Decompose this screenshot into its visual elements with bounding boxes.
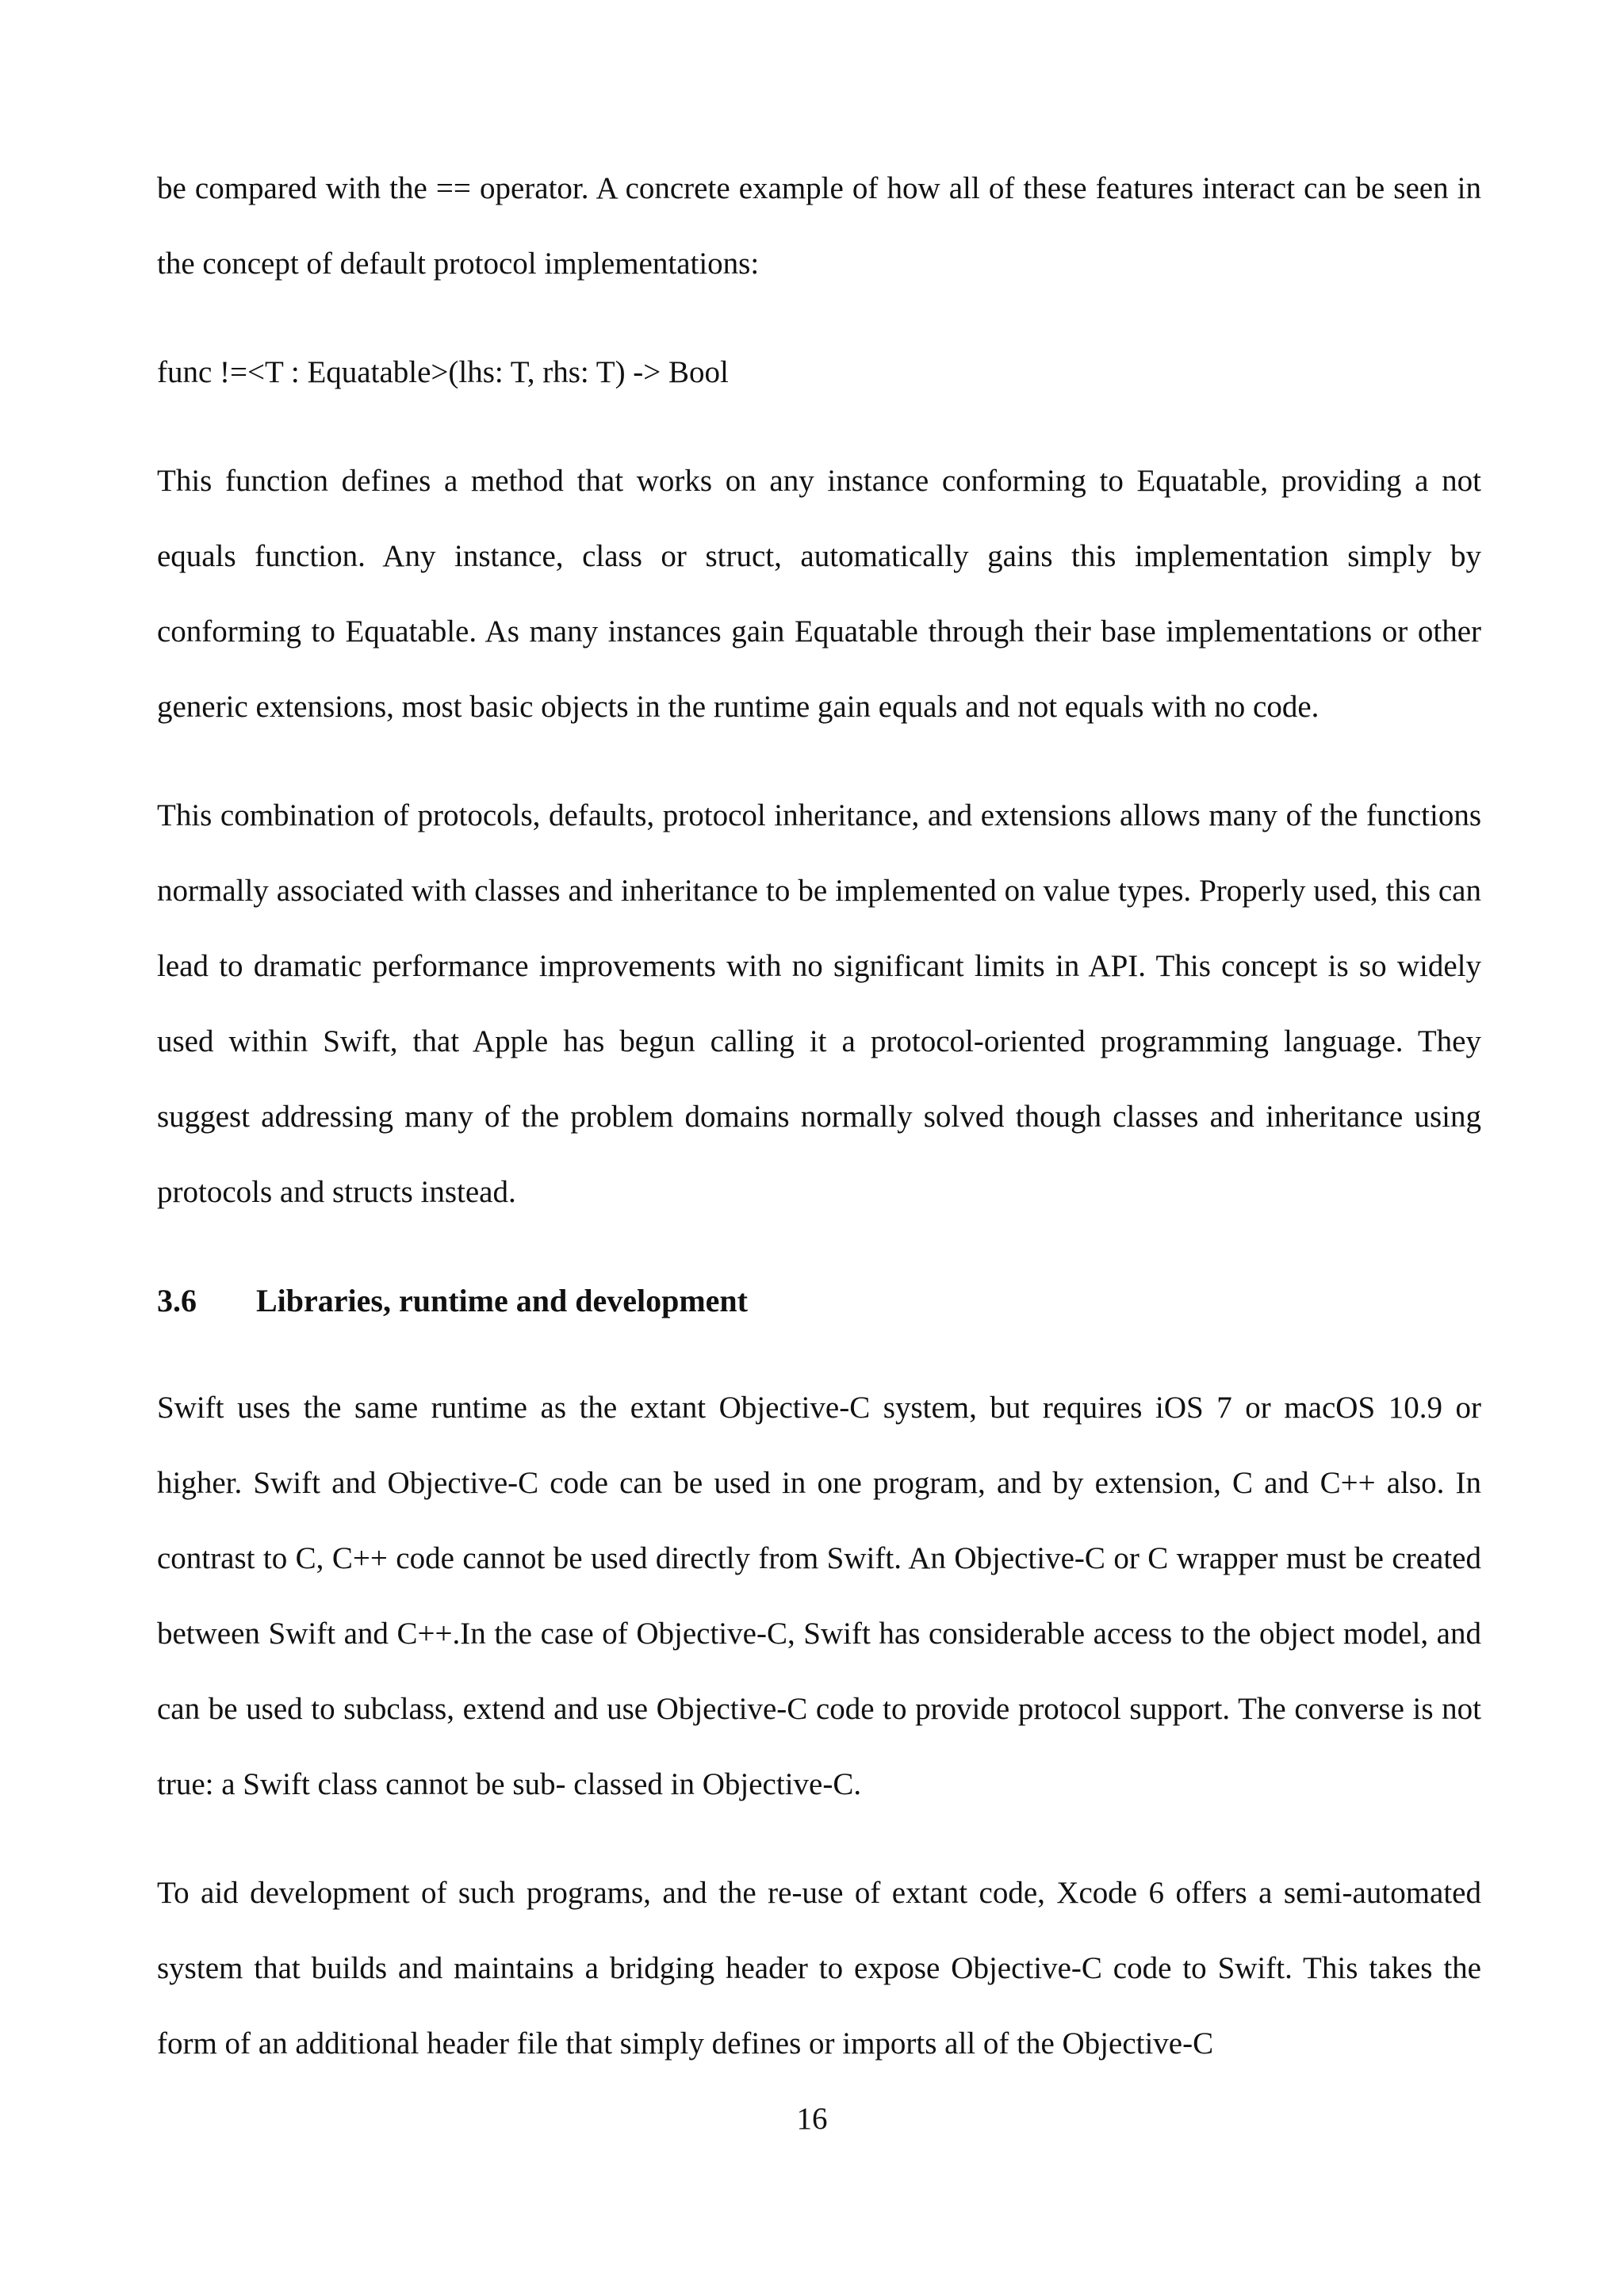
page-number: 16 — [796, 2102, 828, 2136]
paragraph-xcode: To aid development of such programs, and the re-use of extant code, Xcode 6 offers a semi-automated system that builds and maintains a bridging header to expose Objective-C code to Swift. This takes the form of an additional header file that simply defines or imports all of the Objective-C — [157, 1876, 1481, 2061]
paragraph-function-description: This function defines a method that works on any instance conforming to Equatable, providing a not equals function. Any instance, class or struct, automatically gains this implementation simply by conforming to Equatable. As many instances gain Equatable through their base implementations or other generic extensions, most basic objects in the runtime gain equals and not equals with no code. — [157, 464, 1481, 724]
paragraph-runtime: Swift uses the same runtime as the extant Objective-C system, but requires iOS 7 or macOS 10.9 or higher. Swift and Objective-C code can be used in one program, and by extension, C and C++ also. In contrast to C, C++ code cannot be used directly from Swift. An Objective-C or C wrapper must be created between Swift and C++.In the case of Objective-C, Swift has considerable access to the object model, and can be used to subclass, extend and use Objective-C code to provide protocol support. The converse is not true: a Swift class cannot be sub- classed in Objective-C. — [157, 1391, 1481, 1801]
section-number: 3.6 — [157, 1283, 197, 1318]
section-title: Libraries, runtime and development — [256, 1283, 748, 1318]
section-heading — [157, 1263, 1481, 1338]
code-line-not-equals: func !=<T : Equatable>(lhs: T, rhs: T) -> Bool — [157, 355, 729, 389]
paragraph-equatable-intro: be compared with the == operator. A concrete example of how all of these features interact can be seen in the concept of default protocol implementations: — [157, 171, 1481, 281]
document-page — [157, 151, 1481, 2114]
paragraph-protocol-combination: This combination of protocols, defaults, protocol inheritance, and extensions allows many of the functions normally associated with classes and inheritance to be implemented on value types. Properly used, this can lead to dramatic performance improvements with no significant limits in API. This concept is so widely used within Swift, that Apple has begun calling it a protocol-oriented programming language. They suggest addressing many of the problem domains normally solved though classes and inheritance using protocols and structs instead. — [157, 798, 1481, 1209]
